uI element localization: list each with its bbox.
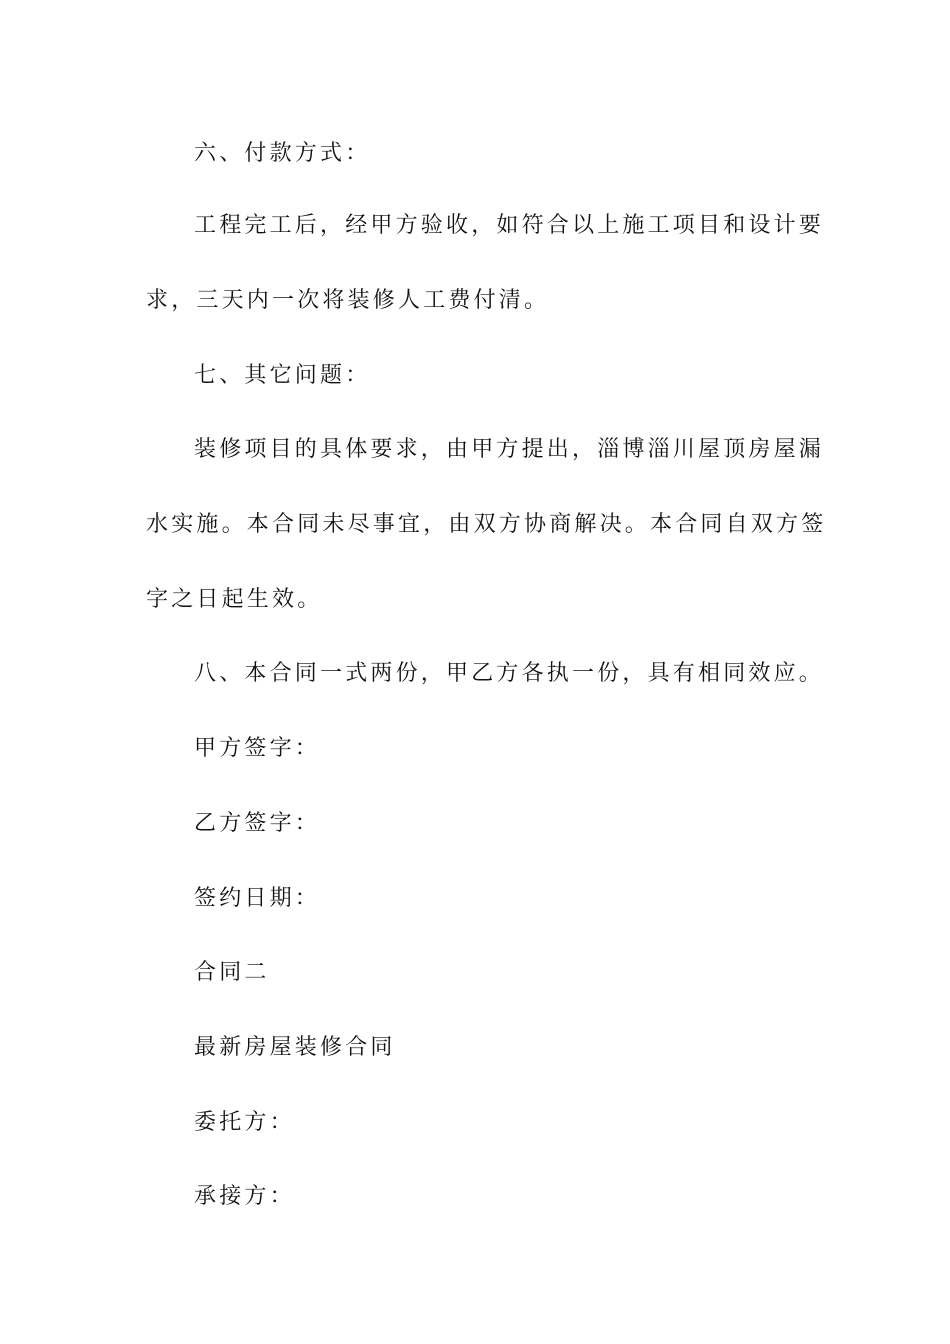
paragraph-line: 装修项目的具体要求，由甲方提出，淄博淄川屋顶房屋漏 [194,437,825,462]
section-heading-other-issues: 七、其它问题： [194,363,371,388]
party-a-signature-label: 甲方签字： [194,736,321,761]
paragraph-line: 工程完工后，经甲方验收，如符合以上施工项目和设计要 [194,213,825,238]
party-b-signature-label: 乙方签字： [194,811,321,836]
section-heading-copies: 八、本合同一式两份，甲乙方各执一份，具有相同效应。 [194,661,825,686]
client-label: 委托方： [194,1110,295,1135]
contractor-label: 承接方： [194,1184,295,1209]
paragraph-line: 字之日起生效。 [146,587,323,612]
contract-two-heading: 合同二 [194,960,270,985]
section-heading-payment: 六、付款方式： [194,141,371,166]
contract-title: 最新房屋装修合同 [194,1035,396,1060]
signing-date-label: 签约日期： [194,886,321,911]
paragraph-line: 求，三天内一次将装修人工费付清。 [146,288,550,313]
paragraph-line: 水实施。本合同未尽事宜，由双方协商解决。本合同自双方签 [146,512,827,537]
